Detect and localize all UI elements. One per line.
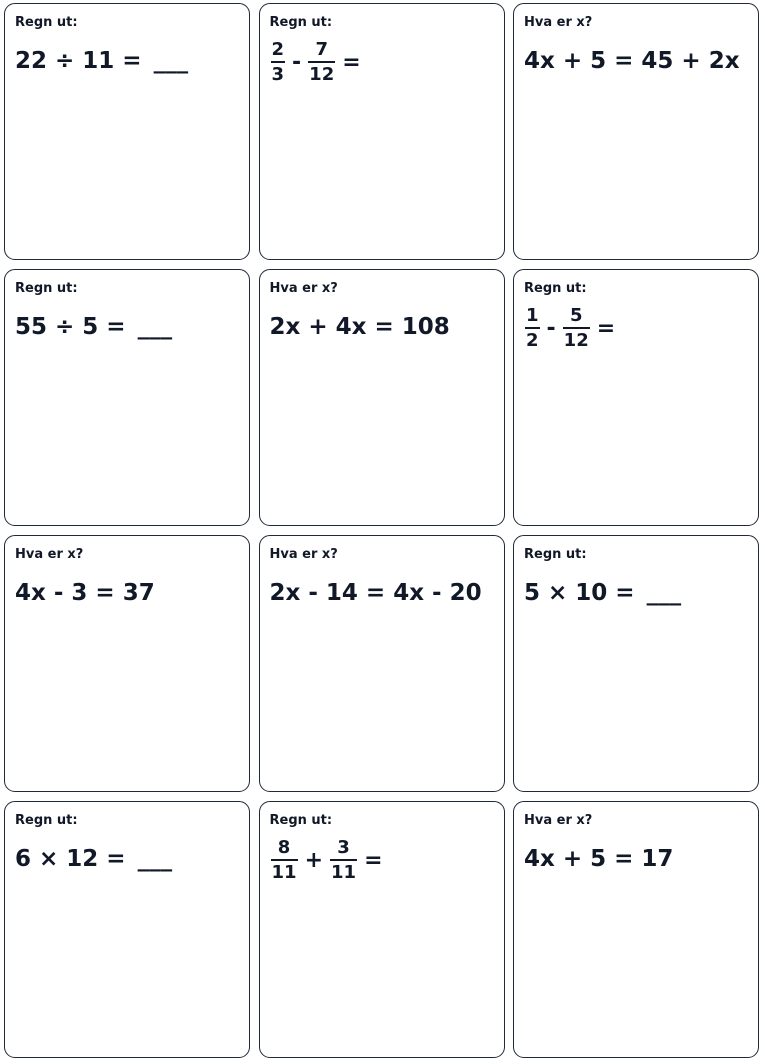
answer-blank: ___	[137, 314, 173, 340]
task-prompt: Regn ut:	[524, 281, 587, 296]
task-expression	[270, 40, 494, 85]
fraction-bar	[563, 327, 590, 329]
task-card	[513, 3, 759, 260]
task-expression	[270, 838, 494, 883]
fraction-bar	[308, 61, 335, 63]
task-card	[259, 535, 505, 792]
task-expression	[524, 578, 748, 608]
task-prompt: Regn ut:	[15, 281, 78, 296]
fraction-denominator: 3	[271, 64, 285, 85]
task-expression	[15, 844, 239, 874]
fraction	[270, 838, 299, 883]
expression-text: 22 ÷ 11 =	[15, 48, 142, 74]
task-card-grid	[4, 3, 760, 1060]
equals-sign: =	[596, 315, 616, 341]
task-expression	[524, 844, 748, 874]
expression-text: 4x + 5 = 17	[524, 846, 674, 872]
operator: -	[546, 315, 556, 341]
fraction-denominator: 2	[526, 330, 539, 351]
answer-blank: ___	[646, 580, 682, 606]
fraction-bar	[330, 859, 357, 861]
fraction-denominator: 12	[563, 330, 589, 351]
fraction-numerator: 8	[277, 837, 291, 858]
task-prompt: Regn ut:	[269, 15, 333, 30]
equals-sign: =	[364, 847, 383, 873]
task-prompt: Hva er x?	[524, 813, 593, 828]
operator: +	[304, 847, 323, 873]
task-expression	[15, 578, 239, 608]
fraction-denominator: 12	[309, 64, 335, 85]
fraction	[524, 306, 541, 351]
task-card	[4, 3, 250, 260]
equals-sign: =	[342, 49, 361, 75]
task-prompt: Regn ut:	[269, 813, 333, 828]
task-expression	[15, 312, 239, 342]
task-card	[259, 3, 505, 260]
task-prompt: Hva er x?	[15, 547, 84, 562]
task-card	[4, 269, 250, 526]
task-expression	[270, 312, 494, 342]
answer-blank: ___	[137, 846, 173, 872]
fraction-numerator: 5	[569, 305, 583, 326]
task-prompt: Hva er x?	[269, 281, 338, 296]
task-prompt: Regn ut:	[15, 15, 78, 30]
task-prompt: Hva er x?	[524, 15, 593, 30]
task-expression	[15, 46, 239, 76]
answer-blank: ___	[153, 48, 189, 74]
task-card	[4, 535, 250, 792]
fraction	[329, 838, 358, 883]
fraction-denominator: 11	[271, 862, 297, 883]
fraction-denominator: 11	[331, 862, 357, 883]
task-expression	[524, 306, 748, 351]
expression-text: 55 ÷ 5 =	[15, 314, 126, 340]
task-card	[513, 801, 759, 1058]
task-expression	[270, 578, 494, 608]
task-card	[513, 535, 759, 792]
fraction-bar	[271, 61, 286, 63]
expression-text: 5 × 10 =	[524, 580, 635, 606]
task-expression	[524, 46, 748, 76]
task-card	[259, 801, 505, 1058]
task-prompt: Regn ut:	[524, 547, 587, 562]
expression-text: 2x + 4x = 108	[269, 314, 450, 340]
fraction	[562, 306, 591, 351]
fraction-bar	[271, 859, 298, 861]
operator: -	[292, 49, 302, 75]
fraction	[270, 40, 287, 85]
task-card	[513, 269, 759, 526]
expression-text: 4x - 3 = 37	[15, 580, 155, 606]
task-prompt: Hva er x?	[269, 547, 338, 562]
expression-text: 6 × 12 =	[15, 846, 126, 872]
fraction-numerator: 1	[526, 305, 539, 326]
expression-text: 4x + 5 = 45 + 2x	[524, 48, 740, 74]
fraction-numerator: 3	[337, 837, 350, 858]
expression-text: 2x - 14 = 4x - 20	[269, 580, 482, 606]
task-prompt: Regn ut:	[15, 813, 78, 828]
fraction-numerator: 2	[271, 39, 285, 60]
fraction-numerator: 7	[315, 39, 328, 60]
fraction-bar	[525, 327, 540, 329]
task-card	[259, 269, 505, 526]
task-card	[4, 801, 250, 1058]
fraction	[307, 40, 336, 85]
